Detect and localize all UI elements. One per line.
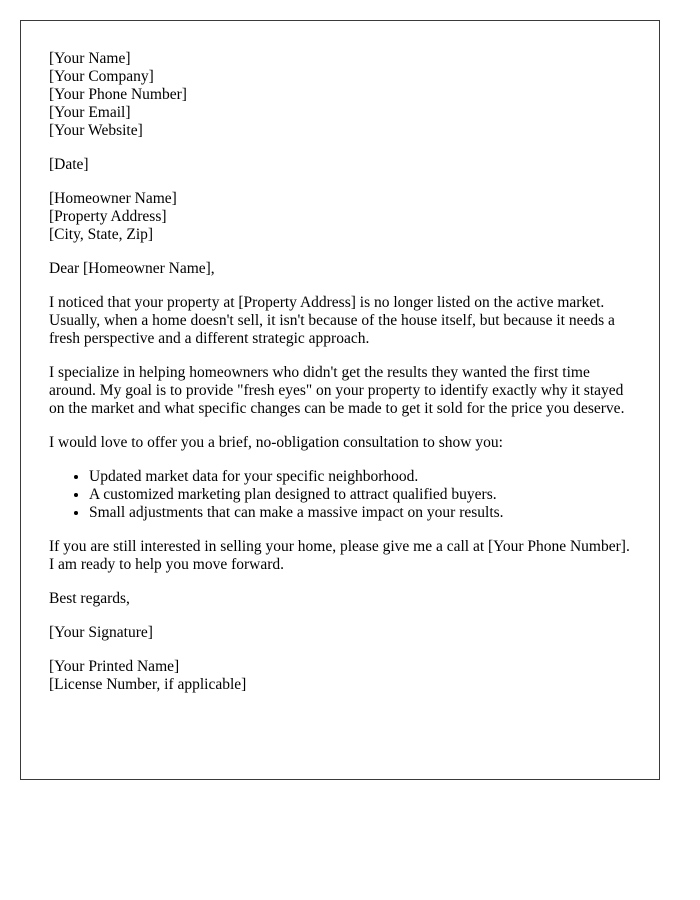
sender-phone: [Your Phone Number]: [49, 86, 187, 103]
sender-name: [Your Name]: [49, 50, 131, 67]
footer-block: [49, 658, 631, 694]
letter-date: [Date]: [49, 156, 89, 173]
license-number: [License Number, if applicable]: [49, 676, 247, 693]
signature: [Your Signature]: [49, 624, 153, 641]
sender-email: [Your Email]: [49, 104, 131, 121]
recipient-city-state-zip: [City, State, Zip]: [49, 226, 154, 243]
paragraph-closing: If you are still interested in selling your home, please give me a call at [Your Phone Number]. I am ready to help you move forward.: [49, 538, 630, 573]
date-block: [49, 156, 631, 174]
sender-block: [49, 50, 631, 140]
recipient-address: [Property Address]: [49, 208, 167, 225]
list-item: • A customized marketing plan designed to attract qualified buyers.: [89, 486, 631, 504]
recipient-name: [Homeowner Name]: [49, 190, 177, 207]
printed-name: [Your Printed Name]: [49, 658, 180, 675]
sender-website: [Your Website]: [49, 122, 143, 139]
paragraph-specialty: I specialize in helping homeowners who didn't get the results they wanted the first time around. My goal is to provide "fresh eyes" on your property to identify exactly why it stayed on the market and what specific changes can be made to get it sold for the price you deserve.: [49, 364, 625, 417]
list-item: • Updated market data for your specific neighborhood.: [89, 468, 631, 486]
letter-page: [20, 20, 660, 780]
sender-company: [Your Company]: [49, 68, 154, 85]
benefit-list: [49, 468, 631, 522]
salutation: Dear [Homeowner Name],: [49, 260, 215, 277]
paragraph-offer: I would love to offer you a brief, no-obligation consultation to show you:: [49, 434, 503, 451]
paragraph-intro: I noticed that your property at [Property Address] is no longer listed on the active market. Usually, when a home doesn't sell, it isn't because of the house itself, but because it needs a fresh perspective and a different strategic approach.: [49, 294, 615, 347]
list-item: • Small adjustments that can make a massive impact on your results.: [89, 504, 631, 522]
signoff: Best regards,: [49, 590, 130, 607]
recipient-block: [49, 190, 631, 244]
